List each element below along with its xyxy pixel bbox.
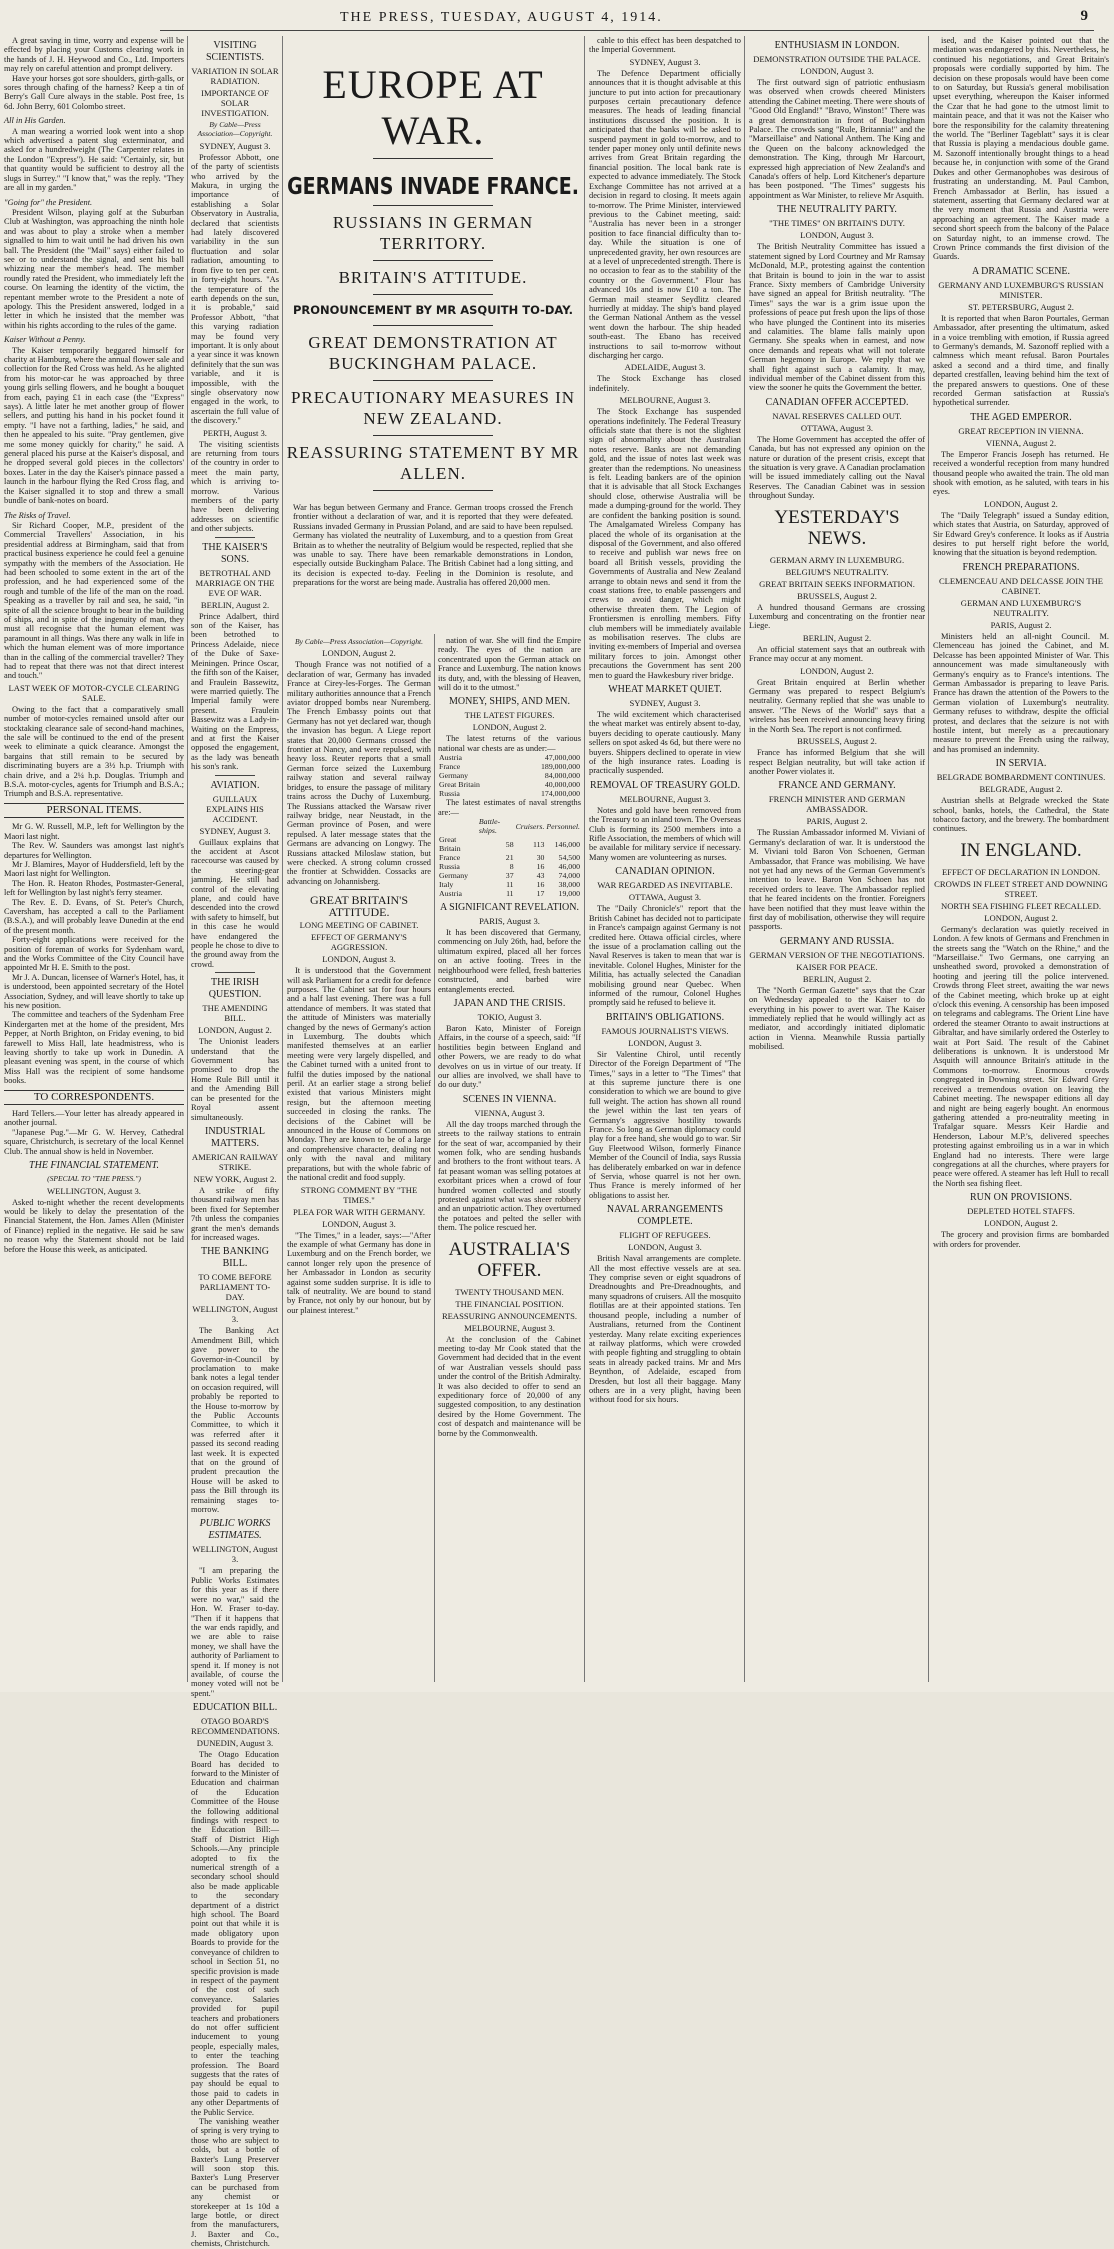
dateline: LONDON, August 3.: [322, 1218, 396, 1229]
dateline: PARIS, August 3.: [479, 916, 540, 927]
article-text: nation of war. She will find the Empire ready. The eyes of the nation are concentrated upon the German attack on France and Luxemburg. The nation knows its duty, and, with the blessing of Heaven, will do it to the utmost.": [438, 636, 581, 693]
dateline: LONDON, August 3.: [322, 954, 396, 965]
article-text: Germany's declaration was quietly received in London. A few knots of Germans and Frenchmen in the streets sang the "Watch on the Rhine," and the "Marseillaise." Two Germans, one carrying an unsheathed sword, provoked a demonstration of hooting and jeering till the police intervened. Crowds throng Fleet street, awaiting the war news of the Cabinet meeting, which broke up at eight o'clock this evening. A censorship has been imposed on telegrams and cablegrams. The Orient Line have ordered the steamer Otranto to await instructions at Gibraltar, and have similarly ordered the Osterley to wait at Port Said. The result of the Cabinet deliberations is unknown. It is understood Mr Asquith will announce Britain's attitude in the Commons to-morrow. Enormous crowds congregated in Downing street. Sir Edward Grey received a tremendous ovation on leaving the Cabinet meeting. The newspaper editions all day and night are being eagerly bought. An enormous gathering attended a pro-neutrality meeting in Trafalgar square. Messrs Keir Hardie and Henderson, Labour M.P.'s, delivered speeches protesting against embroiling us in a war in which England had no interests. There were large congregations at all the churches, where prayers for peace were offered. A steamer has left Hull to recall the North sea fishing fleet.: [933, 924, 1109, 1188]
article-text: cable to this effect has been despatched to the Imperial Government.: [589, 36, 741, 55]
table-header-cell: [438, 817, 478, 835]
article-heading: A SIGNIFICANT REVELATION.: [440, 902, 579, 914]
column-rule: [434, 634, 435, 1682]
article-text: Guillaux explains that the accident at Ascot racecourse was caused by the steering-gear jamming. He still had control of the elevating plane, and could have descended into the crowd with safety to himself, but in this case he would have endangered the people he chose to dive to the ground away from the crowd.: [191, 837, 279, 969]
article-subheading: PLEA FOR WAR WITH GERMANY.: [292, 1206, 426, 1217]
article-text: The Home Government has accepted the offer of Canada, but has not expressed any opinion on the nature or duration of the present crisis, except that the situation is very grave. A Canadian proclamation will be issued immediately calling out the Naval Reserves. The Canadian Cabinet was in session throughout Sunday.: [749, 434, 925, 501]
dateline: BERLIN, August 2.: [200, 599, 270, 610]
table-cell: 11: [506, 889, 514, 899]
dateline: BERLIN, August 2.: [802, 973, 872, 984]
dateline: WELLINGTON, August 3.: [192, 1544, 278, 1565]
dateline: ADELAIDE, August 3.: [624, 362, 706, 373]
dateline: MELBOURNE, August 3.: [619, 793, 711, 804]
table-cell: 38,000: [558, 880, 580, 890]
war-headline-block: [283, 36, 583, 632]
article-text: It is understood that the Government will ask Parliament for a credit for defence purposes. The Cabinet sat for four hours and a half last evening. There was a full attendance of members. It was stated that the attitude of Ministers was materially changed by the news of Germany's action in Luxemburg. The doubts which manifested themselves at an earlier meeting were very largely dispelled, and the Cabinet turned with a united front to fulfil the duties imposed by the national peril. At an earlier stage a strong belief existed that various Ministers might resign, but the afternoon meeting succeeded in closing the ranks. The decisions of the Cabinet will be announced in the House of Commons on Monday. They are known to be of a large and comprehensive character, dealing not only with the naval and military preparations, but with the whole fabric of the national credit and food supply.: [287, 966, 431, 1183]
table-cell: France: [439, 853, 461, 863]
divider: [373, 380, 493, 381]
war-summary: War has begun between Germany and France. German troops crossed the French frontier without a declaration of war, and it is reported that they were defeated. Russians invaded Germany in Prussian Poland, and are said to have been repulsed. Germany has violated the neutrality of Luxemburg, and to a question from Great Britain as to whether the neutrality of Belgium would be respected, replied that she was unable to say. There have been remarkable demonstrations in London, especially outside Buckingham Palace. The British Cabinet had a long sitting, and its decision is expected to-day. Feeling in the Dominion is resolute, and preparations for the worst are being made. Australia has offered 20,000 men.: [293, 503, 573, 588]
article-text: The "North German Gazette" says that the Czar on Wednesday appealed to the Kaiser to do everything in his power to avert war. The Kaiser immediately replied that he would willingly act as mediator, and accordingly initiated diplomatic action in Vienna. Meanwhile Russia partially mobilised.: [749, 985, 925, 1052]
table-cell: Russia: [439, 862, 460, 872]
headline-deck: PRECAUTIONARY MEASURES IN NEW ZEALAND.: [290, 388, 576, 428]
table-cell: 74,000: [558, 871, 580, 881]
headline-deck: GREAT DEMONSTRATION AT BUCKINGHAM PALACE.: [308, 333, 558, 373]
article-subheading: THE FINANCIAL POSITION.: [455, 1298, 564, 1309]
article-subheading: NORTH SEA FISHING FLEET RECALLED.: [941, 900, 1101, 911]
personal-item: The Rev. E. D. Evans, of St. Peter's Church, Caversham, has accepted a call to the Parliament (B.S.A.), and will probably leave Dunedin at the end of the present month.: [4, 897, 184, 935]
column-3b: [438, 636, 581, 1684]
table-row: [438, 762, 581, 771]
article-text: The latest returns of the various national war chests are as under:—: [438, 734, 581, 753]
article-text: "I am preparing the Public Works Estimates for this year as if there were no war," said the Hon. W. Fraser to-day. "Then if it happens that the war ends rapidly, and we are able to raise money, we shall have the authority of Parliament to spend it. If money is not available, of course the money voted will not be spent.": [191, 1566, 279, 1698]
table-cell: 17: [536, 889, 545, 899]
table-cell: 54,500: [558, 853, 580, 863]
article-subheading: GERMAN ARMY IN LUXEMBURG.: [769, 554, 905, 565]
table-cell: Austria: [439, 889, 462, 899]
article-subheading: BELGIUM'S NEUTRALITY.: [785, 566, 889, 577]
table-cell: 43: [536, 871, 545, 881]
section-heading: PERSONAL ITEMS.: [4, 803, 184, 818]
table-cell: Great Britain: [439, 835, 461, 854]
article-subheading: FAMOUS JOURNALIST'S VIEWS.: [601, 1025, 729, 1036]
article-subheading: GERMANY AND LUXEMBURG'S RUSSIAN MINISTER.: [938, 279, 1104, 300]
section-heading: TO CORRESPONDENTS.: [4, 1090, 184, 1105]
divider: [373, 325, 493, 326]
table-cell: 37: [505, 871, 514, 881]
dateline: MELBOURNE, August 3.: [619, 395, 711, 406]
article-subheading: THE LATEST FIGURES.: [464, 710, 555, 721]
article-heading: A DRAMATIC SCENE.: [971, 265, 1071, 277]
ad-heading: LAST WEEK OF MOTOR-CYCLE CLEARING SALE.: [8, 682, 180, 703]
table-cell: 11: [506, 880, 514, 890]
dateline: BRUSSELS, August 2.: [797, 590, 877, 601]
article-text: A man wearing a worried look went into a shop which advertised a patent slug exterminator, and asked for a hundredweight (The Carpenter relates in the London "Express"). He said: "Certainly, sir, but that quantity would be sufficient to destroy all the slugs in Surrey." "I know that," was the reply. "They are all in my garden.": [4, 126, 184, 193]
dateline: MELBOURNE, August 3.: [464, 1322, 555, 1333]
ad-text: Owing to the fact that a comparatively small number of motor-cycles remained unsold after our stocktaking clearance sale of second-hand machines, the sale will be continued to the end of the present week to eliminate a quick clearance. Amongst the bargains that still remain to be secured by discriminating buyers are a 3½ h.p. Triumph with chain drive, and a 2¼ h.p. Douglas. Triumph and B.S.A. motor-cycles, agents for Triumph and B.S.A.; Triumph and B.S.A. representative.: [4, 704, 184, 799]
article-text: The Stock Exchange has closed indefinitely.: [589, 374, 741, 393]
article-subheading: BELGRADE BOMBARDMENT CONTINUES.: [936, 772, 1106, 783]
article-text: An official statement says that an outbreak with France may occur at any moment.: [749, 644, 925, 664]
dateline: SYDNEY, August 3.: [629, 56, 701, 67]
article-text: Ministers held an all-night Council. M. Clemenceau has joined the Cabinet, and M. Delcasse has been appointed Minister of War. This announcement was made simultaneously with Germany's enquiry as to France's intentions. The German Ambassador is preparing to leave Paris. France has drawn the attention of the Powers to the German violation of Luxemburg's neutrality. Germany refuses to withdraw, despite the official protest, and declares that the seizure is not with hostile intent, but merely as a precautionary measure to prevent the French using the railway, and has promised an indemnity.: [933, 631, 1109, 754]
table-row: [438, 753, 581, 762]
divider: [373, 490, 493, 491]
article-heading: THE FINANCIAL STATEMENT.: [29, 1160, 159, 1172]
dateline: DUNEDIN, August 3.: [196, 1738, 274, 1749]
headline-deck: REASSURING STATEMENT BY MR ALLEN.: [286, 443, 580, 483]
article-heading: INDUSTRIAL MATTERS.: [205, 1125, 265, 1149]
article-text: The visiting scientists are returning from tours of the country in order to meet the main party, which is arriving to-morrow. Various members of the party have been delivering addresses on scientific and other subjects.: [191, 439, 279, 534]
table-row: [438, 871, 581, 880]
article-subheading: DEPLETED HOTEL STAFFS.: [967, 1206, 1075, 1217]
dateline: LONDON, August 3.: [628, 1037, 702, 1048]
personal-item: The Hon. R. Heaton Rhodes, Postmaster-General, left for Wellington by last night's ferry steamer.: [4, 878, 184, 898]
table-cell: 8: [509, 862, 514, 872]
column-2: [191, 36, 280, 2249]
personal-item: The committee and teachers of the Sydenham Free Kindergarten met at the home of the president, Mrs Pepper, at North Brighton, on Friday evening, to bid farewell to Miss Hall, late headmistress, who is leaving shortly to take up work in Dunedin. A pleasant evening was spent, in the course of which Miss Hall was the recipient of some handsome books.: [4, 1010, 184, 1086]
divider: [373, 294, 493, 295]
article-heading: THE IRISH QUESTION.: [208, 977, 262, 1001]
article-heading: JAPAN AND THE CRISIS.: [453, 997, 566, 1009]
article-subheading: TO COME BEFORE PARLIAMENT TO-DAY.: [198, 1272, 272, 1303]
table-cell: 113: [533, 839, 545, 849]
article-text: ised, and the Kaiser pointed out that the mediation was endangered by this. Nevertheless, he continued his negotiations, and Great Britain's proposals were cordially supported by him. The decision on these proposals would have been come to on Saturday, but Russia's general mobilisation upset everything, whereupon the Kaiser informed the Czar that he had gone to the utmost limit to maintain peace, and that it was not the Kaiser who bore the responsibility for the calamity threatening the world. The "Berliner Tageblatt" says it is clear that Russia is playing a mendacious double game. M. Sazonoff intentionally brought things to a head because he, in conjunction with some of the Grand Dukes and other Germanophobes was desirous of frustrating an understanding. M. Paul Cambon, French Ambassador at Berlin, has issued a statement, asserting that Germany declared war at the very moment that Russia and Austria were approaching an agreement. The Kaiser made a second short speech from the balcony of the Palace on Saturday night, to an immense crowd. The Crown Prince commands the first division of the Guards.: [933, 36, 1109, 262]
ad-text: A great saving in time, worry and expense will be effected by placing your Customs clearing work in the hands of J. H. Heywood and Co., Ltd. Importers may rely on careful attention and prompt delivery.: [4, 36, 184, 74]
divider: [373, 205, 493, 206]
dateline: LONDON, August 2.: [984, 1218, 1058, 1229]
article-subheading: GREAT BRITAIN SEEKS INFORMATION.: [759, 578, 915, 589]
divider: [215, 537, 255, 538]
dateline: VIENNA, August 2.: [985, 437, 1057, 448]
personal-item: Mr G. W. Russell, M.P., left for Wellington by the Maori last night.: [4, 822, 184, 841]
article-heading-large: AUSTRALIA'S OFFER.: [448, 1238, 571, 1281]
article-text: Great Britain enquired at Berlin whether Germany was prepared to respect Belgium's neutrality. Germany replied that she was unable to answer. "The News of the World" says that a wireless has been received announcing heavy firing in the North Sea. The report is not confirmed.: [749, 677, 925, 734]
article-text: It is reported that when Baron Pourtales, German Ambassador, after presenting the ultimatum, asked in a voice trembling with emotion, if Russia agreed to Germany's demands, M. Sazonoff replied with a calmness which meant refusal. Baron Pourtales asked a second and a third time, and finally departed crestfallen, leaving behind him the text of the prepared answers to questions. One of these recorded German satisfaction at Russia's hypothetical surrender.: [933, 313, 1109, 408]
article-heading: FRENCH PREPARATIONS.: [962, 561, 1080, 573]
article-heading: REMOVAL OF TREASURY GOLD.: [589, 779, 741, 791]
table-cell: Italy: [439, 880, 454, 890]
article-subheading: "THE TIMES" ON BRITAIN'S DUTY.: [769, 218, 905, 229]
article-text: The Russian Ambassador informed M. Viviani of Germany's declaration of war. It is understood the M. Viviani told Baron Von Schoenen, German Ambassador, that France was mobilising. We have not yet had any news of the German Government's intention to leave. Baron Von Schoen has not received orders to leave. The Ambassador replied that he feared incidents on the frontier. Foreigners have been notified that they must leave within the first day of mobilisation, otherwise they will require passports.: [749, 828, 925, 932]
column-rule: [744, 36, 745, 1682]
article-text: The British Neutrality Committee has issued a statement signed by Lord Courtney and Mr Ramsay McDonald, M.P., protesting against the contention that Britain is bound to join in the war to assist France. Sixty members of Cambridge University have signed an appeal for British neutrality. "The Times" says the war is a grim issue upon the professions of peace put fresh upon the lips of those who have plunged the Continent into its miseries and calamities. The blame falls mainly upon Germany. She speaks when in earnest, and now once demands and repeats what will not tolerate German hegemony in Europe. We reply that we shall fight against such a calamity. It may, individual member of the Cabinet dissent from this view the sooner he quits the Government the better.: [749, 242, 925, 393]
dateline: LONDON, August 2.: [198, 1025, 272, 1036]
personal-item: Mr J. A. Duncan, licensee of Warner's Hotel, has, it is understood, been appointed secretary of the Hotel Association, Sydney, and will leave shortly to take up his new position.: [4, 972, 184, 1010]
column-1: [4, 36, 184, 1684]
table-row: [438, 853, 581, 862]
dateline: SYDNEY, August 3.: [199, 140, 271, 151]
table-row: [438, 889, 581, 898]
main-headline: EUROPE AT WAR.: [322, 62, 544, 153]
section-heading-large: IN ENGLAND.: [960, 839, 1082, 861]
cable-credit: By Cable—Press Association—Copyright.: [294, 637, 424, 646]
table-cell: 189,000,000: [541, 762, 580, 772]
article-text: The Defence Department officially announces that it is thought advisable at this juncture to put into action for precautionary purposes certain precautionary defence measures. The heads of leading financial institutions discussed the position. It is anticipated that the banks will be asked to suspend payment in gold to-morrow, and to tender paper money only until definite news arrives from Great Britain regarding the financial position. The local bank rate is expected to advance immediately. The Stock Exchange Committee has not arrived at a decision in regard to closing. It meets again to-morrow. The Prime Minister, interviewed previous to the Cabinet meeting, said: "Australia has never been in a stronger position to face financial difficulty than to-day. While the situation is one of unprecedented gravity, her own resources are at a level of unprecedented strength. There is no occasion to fear as to the stability of the country or the Government." Flour has advanced 10s and is now £10 a ton. The German mail steamer Seydlitz cleared hurriedly at midday. The ship's band played the German National Anthem as the vessel went down the harbour. The ship headed south-east. The Ebano has received instructions to sail to-morrow without discharging her cargo.: [589, 68, 741, 360]
article-text: The Emperor Francis Joseph has returned. He received a wonderful reception from many hundred thousand people who awaited the train. The old man shook with emotion, as he saluted, with tears in his eyes.: [933, 449, 1109, 497]
dateline: PARIS, August 2.: [990, 619, 1052, 630]
column-rule: [187, 36, 188, 1682]
headline-deck: PRONOUNCEMENT BY MR ASQUITH TO-DAY.: [292, 303, 574, 317]
dateline: LONDON, August 2.: [800, 665, 874, 676]
article-heading: VISITING SCIENTISTS.: [205, 40, 265, 63]
article-subheading: GUILLAUX EXPLAINS HIS ACCIDENT.: [206, 793, 264, 824]
table-cell: 174,000,000: [541, 789, 580, 799]
article-text: The "Daily Chronicle's" report that the British Cabinet has decided not to participate in France's campaign against Germany is not credited here. Ottawa official circles, where the issue of a proclamation calling out the Naval Reserves is taken to mean that war is inevitable. Colonel Hughes, Minister for the Militia, has actually selected the Canadian mobilising ground near Quebec. When informed of the rumour, Colonel Hughes promptly said he refused to believe it.: [589, 904, 741, 1008]
personal-item: Forty-eight applications were received for the position of foreman of works for Sydenham ward, and the Works Committee of the City Council have appointed Mr H. E. Smith to the post.: [4, 935, 184, 973]
article-heading: GREAT BRITAIN'S ATTITUDE.: [310, 893, 408, 920]
divider: [373, 158, 493, 159]
table-cell: 58: [505, 839, 514, 849]
dateline: PARIS, August 2.: [806, 816, 868, 827]
divider: [215, 972, 255, 973]
article-heading: CANADIAN OPINION.: [615, 866, 715, 878]
table-header-cell: Cruisers.: [515, 821, 545, 831]
table-cell: 21: [505, 853, 514, 863]
article-subheading: FLIGHT OF REFUGEES.: [619, 1230, 711, 1241]
correspondent-note: "Japanese Pug."—Mr G. W. Hervey, Cathedral square, Christchurch, is secretary of the local Kennel Club. The annual show is held in November.: [4, 1127, 184, 1156]
article-text: The latest estimates of naval strengths are:—: [438, 798, 581, 817]
table-row: [438, 780, 581, 789]
headline-deck: RUSSIANS IN GERMAN TERRITORY.: [332, 213, 534, 253]
article-heading: WHEAT MARKET QUIET.: [608, 684, 722, 695]
article-heading: RUN ON PROVISIONS.: [970, 1192, 1072, 1204]
dateline: VIENNA, August 3.: [474, 1107, 545, 1118]
dateline: SYDNEY, August 3.: [629, 698, 701, 708]
article-subheading: WAR REGARDED AS INEVITABLE.: [597, 880, 733, 891]
section-heading-large: YESTERDAY'S NEWS.: [774, 506, 900, 549]
article-text: Professor Abbott, one of the party of scientists who arrived by the Makura, in urging the importance of establishing a Solar Observatory in Australia, declared that scientists had lately discovered variability in the sun fluctuation and solar radiation, amounting to from five to ten per cent. in forty-eight hours. "As the temperature of the earth depends on the sun, it is probable," said Professor Abbott, "that this varying radiation may be found very important. It is only about a year since it was known definitely that the sun was variable, and it is impossible, with the single observatory now engaged in the work, to ascertain the full value of the discovery.": [191, 152, 279, 426]
article-heading: EDUCATION BILL.: [192, 1702, 278, 1714]
article-text: The Kaiser temporarily beggared himself for charity at Hamburg, where the annual flower sale and collection for the Red Cross was held. As he alighted from his motor-car he was approached by three young girls selling flowers, and he bought a bouquet from each, paying £1 in each case (the "Express" says). A little later he met another group of flower sellers, and putting his hand in his pocket found it empty. "I have not a farthing, ladies," he said, and then he appealed to his suite. "Pray gentlemen, give me some money quickly for charity," he said. A general placed his purse at the Kaiser's disposal, and he dropped several gold pieces in the collectors' boxes. Later in the day the Kaiser's pinnace passed a launch in the harbour flying the Red Cross flag, and the Kaiser signalled it to stop and threw a small bundle of bank-notes on board.: [4, 345, 184, 506]
article-text: Notes and gold have been removed from the Treasury to an inland town. The Overseas Club is forming its 2500 members into a Rifle Association, the members of which will be available for military service if necessary. Many women are volunteering as nurses.: [589, 805, 741, 862]
article-subheading: REASSURING ANNOUNCEMENTS.: [441, 1310, 578, 1321]
article-heading: AVIATION.: [210, 779, 260, 791]
article-heading: MONEY, SHIPS, AND MEN.: [449, 696, 570, 708]
table-cell: 47,000,000: [544, 753, 580, 763]
table-row: [438, 880, 581, 889]
subheading: "Going for" the President.: [4, 197, 93, 207]
article-heading: CANADIAN OFFER ACCEPTED.: [765, 396, 909, 408]
article-text: "The Times," in a leader, says:—"After the example of what Germany has done in Luxemburg and on the French border, we cannot longer rely upon the presence of her Ambassador in London as security against some sudden surprise. It is idle to talk of neutrality. We are bound to stand by France, not only by our honour, but by our plainest interest.": [287, 1230, 431, 1315]
column-3: [287, 636, 431, 1684]
article-text: France has informed Belgium that she will respect Belgian neutrality, but will take action if another Power violates it.: [749, 748, 925, 776]
article-text: The Unionist leaders understand that the Government has promised to drop the Home Rule Bill until it and the Amending Bill can be presented for the Royal assent simultaneously.: [191, 1037, 279, 1122]
article-text: Sir Valentine Chirol, until recently Director of the Foreign Department of "The Times," says in a letter to "The Times" that at this supreme juncture there is one consideration to which we are bound to give full weight. The action has shown all round the jewel within the last ten years of Germany's aggressive hostility towards France. So long as German diplomacy could play for a free hand, she would go to war. Sir Guy Fleetwood Wilson, formerly Finance Member of the Council of India, says Russia has deliberately embarked on war in defence of Servia, whose quarrel is not her own. Thus France is merely informed of her obligations to assist her.: [589, 1049, 741, 1200]
divider: [339, 889, 379, 890]
article-subheading: EFFECT OF GERMANY'S AGGRESSION.: [311, 932, 407, 953]
article-text: It has been discovered that Germany, commencing on July 26th, had, before the ultimatum expired, placed all her forces on an active footing. Trees in the neighbourhood were felled, fresh batteries constructed, and barbed wire entanglements erected.: [438, 928, 581, 994]
correspondent-note: Hard Tellers.—Your letter has already appeared in another journal.: [4, 1109, 184, 1128]
dateline: BELGRADE, August 2.: [979, 784, 1063, 795]
dateline: LONDON, August 2.: [984, 498, 1058, 509]
page-number: 9: [1080, 8, 1090, 24]
ad-text: The vanishing weather of spring is very trying to those who are subject to colds, but a bottle of Baxter's Lung Preserver will soon stop this. Baxter's Lung Preserver can be purchased from any chemist or storekeeper at 1s 10d a large bottle, or direct from the manufacturers, J. Baxter and Co., chemists, Christchurch.: [191, 2117, 279, 2249]
article-subheading: VARIATION IN SOLAR RADIATION.: [191, 66, 279, 86]
article-text: Asked to-night whether the recent developments would be likely to delay the presentation of the Financial Statement, the Hon. James Allen (Minister of Finance) replied in the negative. He said he saw no reason why the Statement should not be laid before the House this week, as anticipated.: [4, 1197, 184, 1254]
article-text: The wild excitement which characterised the wheat market was entirely absent to-day, buyers deciding to operate cautiously. Many sellers on spot asked 4s 6d, but there were no buyers. Shippers declined to operate in view of the high insurance rates. Loading is practically suspended.: [589, 710, 741, 776]
article-text: At the conclusion of the Cabinet meeting to-day Mr Cook stated that the Government had decided that in the event of war Australian vessels should pass under the control of the British Admiralty. It was also decided to offer to send an expeditionary force of 20,000 of any suggested composition, to any destination desired by the Home Government. The cost of despatch and maintenance will be borne by the Commonwealth.: [438, 1334, 581, 1438]
dateline: LONDON, August 3.: [800, 66, 874, 76]
article-text: The Banking Act Amendment Bill, which gave power to the Governor-in-Council by proclamation to make bank notes a legal tender on occasion required, will probably be reported to the House to-morrow by the Public Accounts Committee, to which it was referred after it passed its second reading last week. It is expected that on the ground of prudent precaution the House will be asked to pass the Bill through its remaining stages to-morrow.: [191, 1326, 279, 1515]
article-subheading: GERMAN AND LUXEMBURG'S NEUTRALITY.: [960, 597, 1082, 618]
headline-deck: BRITAIN'S ATTITUDE.: [338, 268, 528, 287]
article-subheading: TWENTY THOUSAND MEN.: [455, 1286, 564, 1297]
naval-strength-table: [438, 817, 581, 898]
article-subheading: IMPORTANCE OF SOLAR INVESTIGATION.: [201, 88, 269, 118]
table-cell: 30: [536, 853, 545, 863]
dateline: TOKIO, August 3.: [477, 1011, 542, 1022]
table-cell: 16: [536, 880, 545, 890]
dateline: LONDON, August 2.: [984, 912, 1058, 923]
column-5: [749, 36, 925, 1684]
article-subheading: CROWDS IN FLEET STREET AND DOWNING STREET.: [934, 878, 1108, 899]
article-text: Austrian shells at Belgrade wrecked the State school, banks, hotels, the Cathedral, the State tobacco factory, and the brewery. The bombardment continues.: [933, 796, 1109, 834]
article-subheading: THE AMENDING BILL.: [202, 1003, 268, 1024]
table-cell: Austria: [439, 753, 462, 763]
article-text: Prince Adalbert, third son of the Kaiser, has been betrothed to Princess Adelaide, niece of the Duke of Saxe-Meiningen. Prince Oscar, the fifth son of the Kaiser, and Fraulein Bassewitz, were married quietly. The Imperial family were present. Fraulein Bassewitz was a Lady-in-Waiting on the Empress, and at first the Kaiser opposed the engagement, as the lady was beneath his son's rank.: [191, 611, 279, 772]
article-text: Baron Kato, Minister of Foreign Affairs, in the course of a speech, said: "If hostilities begin between England and other Powers, we are ready to do what devolves on us in virtue of our treaty. If our allies are involved, we shall have to do our duty.": [438, 1023, 581, 1090]
article-subheading: KAISER FOR PEACE.: [796, 961, 878, 972]
masthead: [160, 8, 1094, 31]
dateline: ST. PETERSBURG, August 2.: [968, 301, 1074, 312]
cable-credit: By Cable—Press Association—Copyright.: [197, 120, 273, 139]
headline-deck: GERMANS INVADE FRANCE.: [287, 173, 579, 201]
dateline: PERTH, August 3.: [203, 427, 267, 438]
table-cell: 84,000,000: [544, 771, 580, 781]
article-heading: GERMANY AND RUSSIA.: [779, 935, 895, 947]
article-heading: ENTHUSIASM IN LONDON.: [774, 40, 900, 51]
article-heading: THE BANKING BILL.: [200, 1246, 270, 1270]
ad-text: Have your horses got sore shoulders, girth-galls, or sores through chafing of the harness? Keep a tin of Berry's Gall Cure always in the stable. Post free, 1s 6d. John Berry, 601 Colombo street.: [4, 73, 184, 111]
dateline: LONDON, August 3.: [800, 230, 874, 241]
article-text: The Stock Exchange has suspended operations indefinitely. The Federal Treasury officials state that there is not the slightest sign of abnormality about the Australian notes reserve. Banks are not demanding gold, and the issue of notes last week was greater than the redemptions. No uneasiness is felt. Leading bankers are of the opinion that it is advisable that all Stock Exchanges should close, otherwise Australia will be made a dumping-ground for the world. They are confident the banking position is sound. The Amalgamated Wireless Company has placed the whole of its organisation at the disposal of the Government, and also offered to receive and publish war news free on board all British vessels, providing the Governments of Australia and New Zealand arrange to obtain news and send it from the coast stations free, to enable passengers and crews to avoid danger, which might otherwise threaten them. The Legion of Frontiersmen is enrolling members. Fifty club members will be immediately available as mobilisation reserves. The clubs are inviting ex-members of Imperial and oversea military forces to join. Amongst other precautions the Government has sent 200 men to guard the Hawkesbury river bridge.: [589, 407, 741, 680]
article-heading: BRITAIN'S OBLIGATIONS.: [605, 1011, 725, 1023]
personal-item: Mr J. Blamires, Mayor of Huddersfield, left by the Maori last night for Wellington.: [4, 859, 184, 879]
table-cell: Great Britain: [439, 780, 480, 790]
article-text: The "Daily Telegraph" issued a Sunday edition, which states that Austria, on Saturday, approved of Sir Edward Grey's conference. It looks as if Austria desires to put herself right before the world, knowing that the situation is beyond redemption.: [933, 510, 1109, 558]
dateline: WELLINGTON, August 3.: [192, 1304, 278, 1325]
article-heading: THE KAISER'S SONS.: [202, 541, 268, 565]
article-subheading: AMERICAN RAILWAY STRIKE.: [191, 1151, 279, 1172]
article-text: The first outward sign of patriotic enthusiasm was observed when crowds cheered Ministers attending the Cabinet meeting. There were shouts of "Good Old England!" "Bravo, Winston!" There was a great demonstration in front of Buckingham Palace. The crowds sang "Rule, Britannia!" and the "Marseillaise" and National Anthem. The King and the Queen on the balcony acknowledged the demonstration. The King, through Mr Harcourt, expressed high appreciation of New Zealand's and Canada's offers of help. Lord Kitchener's departure has been postponed. "The Times" suggests his appointment as War Minister, to relieve Mr Asquith.: [749, 78, 925, 200]
table-header-cell: Battle-ships.: [478, 817, 501, 836]
subheading: All in His Garden.: [4, 116, 66, 126]
article-heading: PUBLIC WORKS ESTIMATES.: [199, 1518, 271, 1542]
article-subheading: STRONG COMMENT BY "THE TIMES.": [300, 1184, 418, 1205]
dateline: BERLIN, August 2.: [802, 632, 872, 643]
article-text: The grocery and provision firms are bombarded with orders for provender.: [933, 1230, 1109, 1249]
table-row: [438, 771, 581, 780]
article-heading: NAVAL ARRANGEMENTS COMPLETE.: [606, 1204, 724, 1228]
dateline: LONDON, August 2.: [322, 648, 396, 659]
column-rule: [928, 36, 929, 1682]
article-subheading: EFFECT OF DECLARATION IN LONDON.: [941, 866, 1101, 877]
article-heading: IN SERVIA.: [995, 758, 1047, 770]
table-cell: Germany: [439, 871, 469, 881]
table-row: [438, 789, 581, 798]
article-text: A hundred thousand Germans are crossing Luxemburg and concentrating on the frontier near Liege.: [749, 602, 925, 631]
article-text: A strike of fifty thousand railway men has been fixed for September 7th unless the companies grant the men's demands for increased wages.: [191, 1185, 279, 1242]
article-subheading: NAVAL RESERVES CALLED OUT.: [772, 410, 902, 421]
divider: [215, 775, 255, 776]
column-rule: [584, 36, 585, 1682]
article-heading: THE AGED EMPEROR.: [970, 411, 1072, 423]
article-subheading: CLEMENCEAU AND DELCASSE JOIN THE CABINET.: [938, 575, 1104, 596]
article-subheading: BETROTHAL AND MARRIAGE ON THE EVE OF WAR.: [195, 567, 275, 598]
article-heading: FRANCE AND GERMANY.: [778, 780, 896, 792]
column-6: [933, 36, 1109, 1684]
table-header-cell: Personnel.: [546, 821, 580, 831]
war-chests-table: [438, 753, 581, 798]
article-text: President Wilson, playing golf at the Suburban Club at Washington, was approaching the ninth hole and was about to play a stroke when a member signalled to him to wait until he had driven his own ball. The President (the "Mail" says) either failed to see or to understand the signal, and sent his ball whizzing near the member's head. The member roundly rated the President, who immediately left the course. On learning the identity of the victim, the repentant member wrote to the President a note of apology. This the President answered, lodged in a letter in which he insisted that the member was within his rights according to the rules of the game.: [4, 207, 184, 330]
dateline: NEW YORK, August 2.: [193, 1173, 277, 1184]
article-heading: SCENES IN VIENNA.: [462, 1093, 557, 1105]
dateline: OTTAWA, August 3.: [800, 422, 874, 433]
dateline: OTTAWA, August 3.: [628, 892, 702, 903]
dateline: LONDON, August 3.: [628, 1242, 702, 1253]
article-subheading: GERMAN VERSION OF THE NEGOTIATIONS.: [749, 949, 925, 960]
article-subheading: GREAT RECEPTION IN VIENNA.: [958, 425, 1084, 436]
table-cell: 40,000,000: [544, 780, 580, 790]
dateline: SYDNEY, August 3.: [199, 825, 271, 836]
article-subheading: OTAGO BOARD'S RECOMMENDATIONS.: [191, 1716, 280, 1737]
article-heading: THE NEUTRALITY PARTY.: [777, 204, 897, 216]
masthead-title: THE PRESS, TUESDAY, AUGUST 4, 1914.: [340, 10, 663, 25]
table-cell: France: [439, 762, 461, 772]
table-cell: 146,000: [554, 839, 580, 849]
dateline: WELLINGTON, August 3.: [47, 1185, 141, 1196]
table-header-row: [438, 817, 581, 835]
article-text: All the day troops marched through the streets to the railway stations to entrain for the seat of war, accompanied by their women folk, who are sending husbands and brothers to the front without tears. A fat peasant woman was selling potatoes at exorbitant prices when a crowd of four hundred women collected and stoutly protested against what was sheer robbery and an unpatriotic action. They overturned the potatoes and pelted the seller with them. The police rescued her.: [438, 1119, 581, 1233]
table-cell: 16: [536, 862, 545, 872]
article-subheading: DEMONSTRATION OUTSIDE THE PALACE.: [753, 54, 921, 64]
column-4: [589, 36, 741, 1684]
dateline: BRUSSELS, August 2.: [797, 736, 877, 747]
divider: [373, 435, 493, 436]
subheading: The Risks of Travel.: [4, 510, 71, 520]
table-cell: Russia: [439, 789, 460, 799]
subheading: Kaiser Without a Penny.: [4, 335, 86, 345]
table-row: [438, 862, 581, 871]
article-text: Though France was not notified of a declaration of war, Germany has invaded France at Cirey-les-Forges. The German military authorities announce that a French aviator dropped bombs near Nuremberg. The French Embassy points out that Germany has not yet declared war, though the invasion has begun. A Liege report states that 20,000 Germans crossed the frontier at Nancy, and were repulsed, with heavy loss. Reuter reports that a small German force seized the Luxemburg railway station and several railway bridges, to ensure the passage of military trains across the Duchy of Luxemburg. The Russians attacked the Warsaw river railway bridge, near Neustadt, in the German province of Posen, and were repulsed. A later message states that the Germans are advancing on Longwy. The Russians attacked Miloslaw station, but were checked. A strong column crossed the frontier at Schwidden. Cossacks are advancing on Johannisberg.: [287, 660, 431, 886]
article-subheading: FRENCH MINISTER AND GERMAN AMBASSADOR.: [768, 794, 906, 815]
table-row: [438, 835, 581, 853]
table-cell: Germany: [439, 771, 469, 781]
article-text: The Otago Education Board has decided to forward to the Minister of Education and chairman of the Education Committee of the House the following additional findings with respect to the Education Bill:— Staff of District High Schools.—Any principle adopted to fix the numerical strength of a secondary school should also be made applicable to the secondary department of a district high school. The Board point out that while it is made obligatory upon Boards to provide for the conveyance of children to school in Section 51, no specific provision is made in respect of the payment of the cost of such conveyance. Salaries provided for pupil teachers and probationers do not offer sufficient inducement to young people, especially males, to enter the teaching profession. The Board suggests that the rates of pay should be equal to those paid to cadets in any other Departments of the Public Service.: [191, 1750, 279, 2117]
table-cell: 19,000: [558, 889, 580, 899]
article-text: British Naval arrangements are complete. All the most effective vessels are at sea. They comprise seven or eight squadrons of Dreadnoughts and Pre-Dreadnoughts, and many squadrons of cruisers. All the mosquito flotillas are at their appointed stations. Ten thousand people, including a number of Australians, returned from the Continent yesterday. Many relate exciting experiences at railway platforms, which were crowded with people fighting and struggling to obtain seats in already packed trains. Mr and Mrs Beynthon, of Adelaide, escaped from Dresden, but lost all their baggage. Many others are in a very plight, having been without food for six hours.: [589, 1254, 741, 1405]
dateline: LONDON, August 2.: [472, 722, 547, 733]
article-text: Sir Richard Cooper, M.P., president of the Commercial Travellers' Association, in his presidential address at Birmingham, said that from practical business experience he could feel a genuine sympathy with the members of the Association. He had been schooled to some extent in the art of the profession, and he had experienced some of the rough and tumble of the life of the man on the road. Speaking as a traveller by rail and sea, he said, "in spite of all the science brought to bear in the building of ships, and in spite of the ingenuity of man, they must all recognise that the human element was paramount in all things. Was there any walk in life in which the human element was of more importance than in the calling of the commercial traveller? They had to repeat that there was not that direct interest and touch.": [4, 520, 184, 681]
divider: [373, 260, 493, 261]
dateline-note: (SPECIAL TO "THE PRESS."): [47, 1174, 141, 1184]
article-subheading: LONG MEETING OF CABINET.: [299, 920, 419, 931]
personal-item: The Rev. W. Saunders was amongst last night's departures for Wellington.: [4, 841, 184, 860]
table-cell: 46,000: [558, 862, 580, 872]
